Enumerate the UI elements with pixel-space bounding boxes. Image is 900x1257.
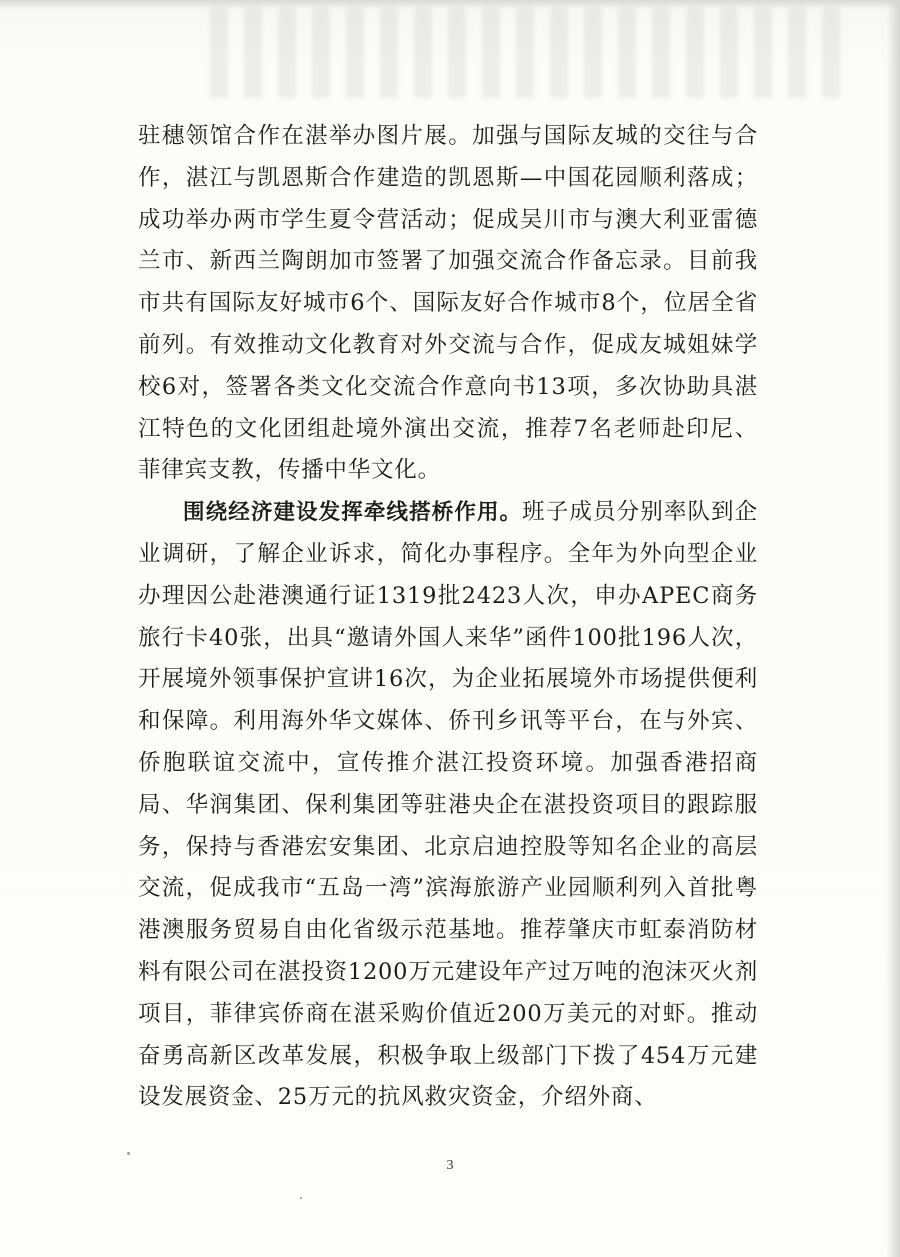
paragraph-economic-bridge	[138, 492, 758, 1119]
paragraph-friendship-cities	[138, 116, 758, 492]
bleed-through-texture	[210, 8, 850, 98]
page-number: 3	[446, 1158, 454, 1173]
document-body	[138, 116, 758, 1119]
paragraph-lead-heading: 围绕经济建设发挥牵线搭桥作用。	[183, 500, 523, 526]
paragraph-text: 驻穗领馆合作在湛举办图片展。加强与国际友城的交往与合作，湛江与凯恩斯合作建造的凯恩斯—中国花园顺利落成；成功举办两市学生夏令营活动；促成吴川市与澳大利亚雷德兰市、新西兰陶朗加市签署了加强交流合作备忘录。目前我市共有国际友好城市6个、国际友好合作城市8个，位居全省前列。有效推动文化教育对外交流与合作，促成友城姐妹学校6对，签署各类文化交流合作意向书13项，多次协助具湛江特色的文化团组赴境外演出交流，推荐7名老师赴印尼、菲律宾支教，传播中华文化。	[138, 123, 758, 484]
scan-speck	[127, 1152, 130, 1155]
paragraph-text: 班子成员分别率队到企业调研，了解企业诉求，简化办事程序。全年为外向型企业办理因公赴港澳通行证1319批2423人次，申办APEC商务旅行卡40张，出具“邀请外国人来华”函件100批196人次，开展境外领事保护宣讲16次，为企业拓展境外市场提供便利和保障。利用海外华文媒体、侨刊乡讯等平台，在与外宾、侨胞联谊交流中，宣传推介湛江投资环境。加强香港招商局、华润集团、保利集团等驻港央企在湛投资项目的跟踪服务，保持与香港宏安集团、北京启迪控股等知名企业的高层交流，促成我市“五岛一湾”滨海旅游产业园顺利列入首批粤港澳服务贸易自由化省级示范基地。推荐肇庆市虹泰消防材料有限公司在湛投资1200万元建设年产过万吨的泡沫灭火剂项目，菲律宾侨商在湛采购价值近200万美元的对虾。推动奋勇高新区改革发展，积极争取上级部门下拨了454万元建设发展资金、25万元的抗风救灾资金，介绍外商、	[138, 499, 758, 1111]
scan-shadow-right	[886, 0, 900, 1257]
scan-speck	[300, 1197, 302, 1199]
